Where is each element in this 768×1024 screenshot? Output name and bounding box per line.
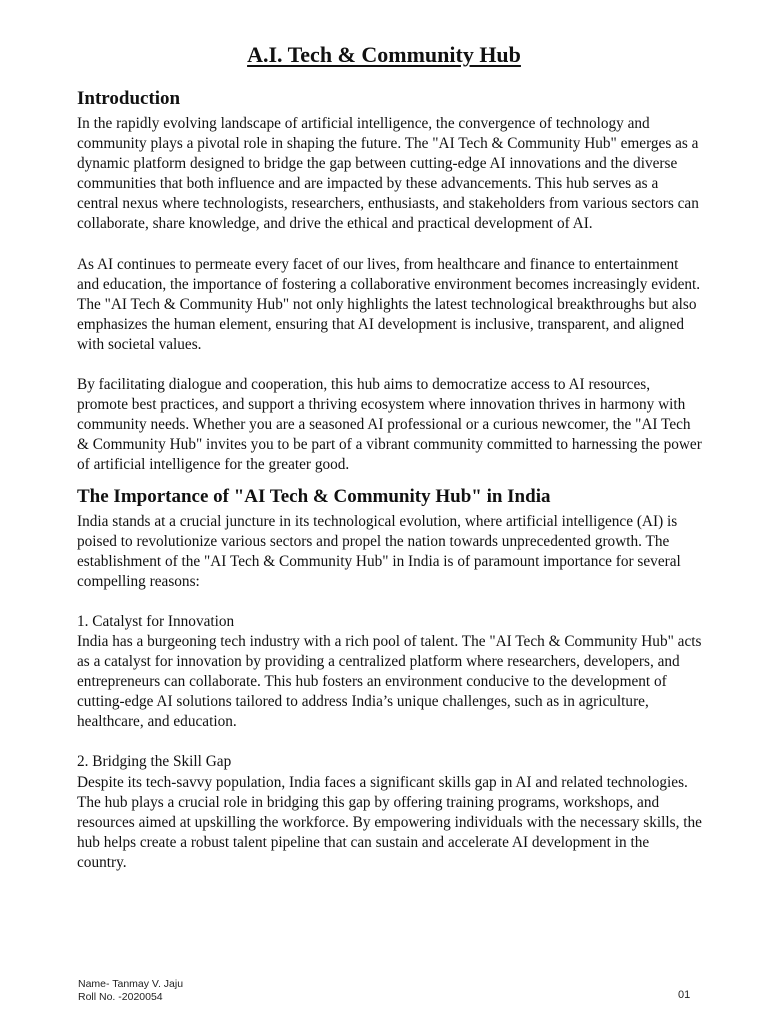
- point-title-skill-gap: 2. Bridging the Skill Gap: [77, 753, 232, 771]
- intro-paragraph-2: As AI continues to permeate every facet of our lives, from healthcare and finance to entertainment and education, the importance of fostering a collaborative environment becomes increasingly evident. The "AI Tech & Community Hub" not only highlights the latest technological breakthroughs but also emphasizes the human element, ensuring that AI development is inclusive, transparent, and aligned with societal values.: [77, 255, 701, 353]
- document-body: [77, 86, 702, 873]
- page-title: A.I. Tech & Community Hub: [247, 42, 521, 67]
- point-body-catalyst: India has a burgeoning tech industry with a rich pool of talent. The "AI Tech & Community Hub" acts as a catalyst for innovation by providing a centralized platform where researchers, developers, and entrepreneurs can collaborate. This hub fosters an environment conducive to the development of cutting-edge AI solutions tailored to address India’s unique challenges, such as in agriculture, healthcare, and education.: [77, 632, 702, 731]
- footer-name: Name- Tanmay V. Jaju: [78, 978, 184, 990]
- footer-roll-number: Roll No. -2020054: [78, 991, 163, 1003]
- section-heading-importance: The Importance of "AI Tech & Community Hub" in India: [77, 485, 551, 507]
- point-body-skill-gap: Despite its tech-savvy population, India faces a significant skills gap in AI and related technologies. The hub plays a crucial role in bridging this gap by offering training programs, workshops, and resources aimed at upskilling the workforce. By empowering individuals with the necessary skills, the hub helps create a robust talent pipeline that can sustain and accelerate AI development in the country.: [77, 773, 702, 871]
- intro-paragraph-1: In the rapidly evolving landscape of artificial intelligence, the convergence of technology and community plays a pivotal role in shaping the future. The "AI Tech & Community Hub" emerges as a dynamic platform designed to bridge the gap between cutting-edge AI innovations and the diverse communities that both influence and are impacted by these advancements. This hub serves as a central nexus where technologists, researchers, enthusiasts, and stakeholders from various sectors can collaborate, share knowledge, and drive the ethical and practical development of AI.: [77, 115, 699, 233]
- section-heading-introduction: Introduction: [77, 88, 181, 109]
- intro-paragraph-3: By facilitating dialogue and cooperation, this hub aims to democratize access to AI resources, promote best practices, and support a thriving ecosystem where innovation thrives in harmony with community needs. Whether you are a seasoned AI professional or a curious newcomer, the "AI Tech & Community Hub" invites you to be part of a vibrant community committed to harnessing the power of artificial intelligence for the greater good.: [77, 376, 702, 474]
- section-importance-india: [77, 484, 702, 874]
- importance-intro-paragraph: India stands at a crucial juncture in its technological evolution, where artificial intelligence (AI) is poised to revolutionize various sectors and propel the nation towards unprecedented growth. The establishment of the "AI Tech & Community Hub" in India is of paramount importance for several compelling reasons:: [77, 512, 681, 590]
- section-introduction: [77, 86, 702, 476]
- page-number: 01: [678, 989, 691, 1001]
- footer-author-info: [78, 978, 183, 1004]
- point-title-catalyst: 1. Catalyst for Innovation: [77, 612, 235, 630]
